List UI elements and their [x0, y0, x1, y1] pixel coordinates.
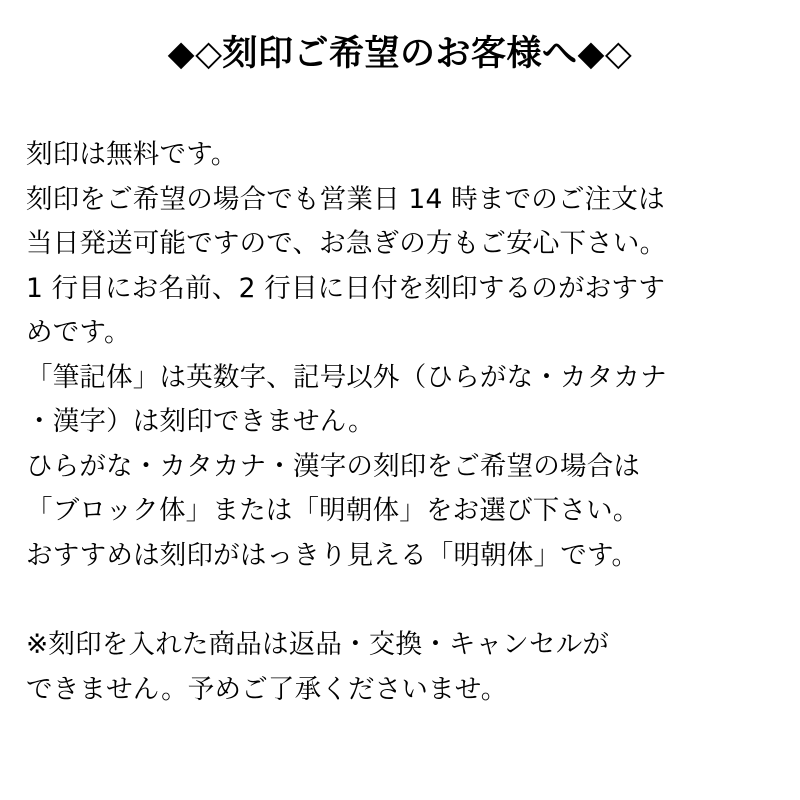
- text-line: おすすめは刻印がはっきり見える「明朝体」です。: [26, 539, 639, 571]
- text-line: 1 行目にお名前、2 行目に日付を刻印するのがおすす: [26, 272, 666, 304]
- text-line: ・漢字）は刻印できません。: [26, 406, 375, 438]
- text-line: 刻印は無料です。: [26, 139, 238, 170]
- text-line: ※刻印を入れた商品は返品・交換・キャンセルが: [26, 629, 610, 661]
- paragraph-return-policy: [26, 623, 778, 712]
- document-body: [0, 133, 800, 712]
- text-line: めです。: [26, 317, 131, 349]
- page-title: ◆◇刻印ご希望のお客様へ◆◇: [167, 34, 633, 74]
- text-line: 当日発送可能ですので、お急ぎの方もご安心下さい。: [26, 228, 667, 260]
- text-line: ひらがな・カタカナ・漢字の刻印をご希望の場合は: [26, 450, 641, 482]
- text-line: 「ブロック体」または「明朝体」をお選び下さい。: [26, 495, 640, 527]
- text-line: 「筆記体」は英数字、記号以外（ひらがな・カタカナ: [26, 361, 667, 393]
- text-line: できません。予めご了承くださいませ。: [26, 673, 508, 705]
- text-line: 刻印をご希望の場合でも営業日 14 時までのご注文は: [26, 183, 665, 215]
- paragraph-engraving-info: [26, 133, 778, 578]
